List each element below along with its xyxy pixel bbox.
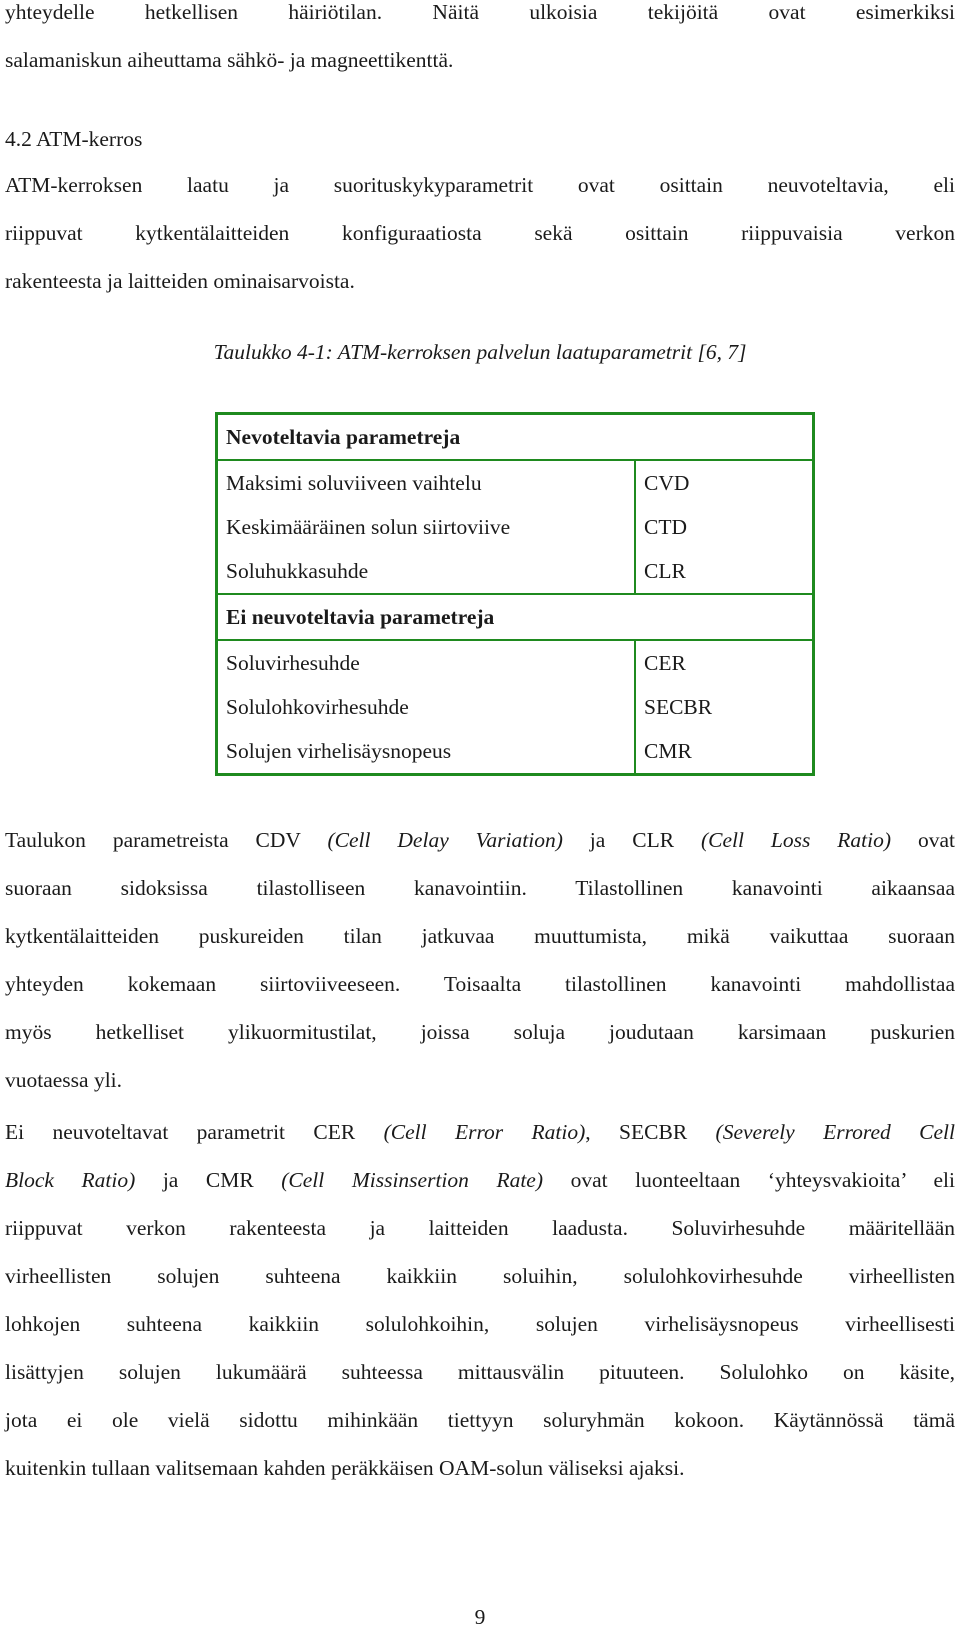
text-run-italic: (Cell Missinsertion Rate) (281, 1168, 544, 1192)
parameter-code: SECBR (635, 685, 814, 729)
text-run-italic: (Cell Loss Ratio) (701, 828, 892, 852)
section-paragraph (5, 161, 955, 305)
paragraph-non-negotiable (5, 1108, 955, 1492)
parameter-code: CVD (635, 460, 814, 505)
text-run: ja CLR (562, 828, 701, 852)
intro-line: yhteydelle hetkellisen häiriötilan. Näitä ulkoisia tekijöitä ovat esimerkiksi (5, 0, 955, 24)
parameter-code: CER (635, 640, 814, 685)
paragraph-line (5, 1108, 955, 1156)
parameter-name: Soluvirhesuhde (226, 650, 360, 675)
group-header-non-negotiable: Ei neuvoteltavia parametreja (217, 594, 814, 640)
table-group-header (217, 594, 814, 640)
paragraph-cdv-clr (5, 816, 955, 1104)
text-run: Ei neuvoteltavat parametrit CER (5, 1120, 384, 1144)
text-run: ovat (891, 828, 955, 852)
table-row (217, 685, 814, 729)
paragraph-line: riippuvat verkon rakenteesta ja laitteiden laadusta. Soluvirhesuhde määritellään (5, 1216, 955, 1240)
paragraph-line: virheellisten solujen suhteena kaikkiin soluihin, solulohkovirhesuhde virheellisten (5, 1264, 955, 1288)
table-row (217, 640, 814, 685)
table-row (217, 729, 814, 775)
parameter-code: CTD (635, 505, 814, 549)
table-row (217, 505, 814, 549)
parameter-name: Maksimi soluviiveen vaihtelu (226, 470, 482, 495)
parameter-name: Keskimääräinen solun siirtoviive (226, 514, 511, 539)
section-line: ATM-kerroksen laatu ja suorituskykyparametrit ovat osittain neuvoteltavia, eli (5, 173, 955, 197)
paragraph-line (5, 816, 955, 864)
table-row (217, 549, 814, 594)
page-number: 9 (474, 1605, 486, 1629)
parameter-name: Solujen virhelisäysnopeus (226, 738, 452, 763)
table-row (217, 460, 814, 505)
intro-paragraph (5, 0, 955, 84)
paragraph-line: kytkentälaitteiden puskureiden tilan jatkuvaa muuttumista, mikä vaikuttaa suoraan (5, 924, 955, 948)
parameter-name: Soluhukkasuhde (226, 558, 369, 583)
paragraph-line: suoraan sidoksissa tilastolliseen kanavointiin. Tilastollinen kanavointi aikaansaa (5, 876, 955, 900)
paragraph-line: lohkojen suhteena kaikkiin solulohkoihin, solujen virhelisäysnopeus virheellisesti (5, 1312, 955, 1336)
text-run: , SECBR (585, 1120, 716, 1144)
section-line: riippuvat kytkentälaitteiden konfiguraatiosta sekä osittain riippuvaisia verkon (5, 221, 955, 245)
text-run-italic: (Cell Error Ratio) (383, 1120, 586, 1144)
text-run: ovat luonteeltaan ‘yhteysvakioita’ eli (543, 1168, 955, 1192)
paragraph-line: lisättyjen solujen lukumäärä suhteessa mittausvälin pituuteen. Solulohko on käsite, (5, 1360, 955, 1384)
parameter-code: CMR (635, 729, 814, 775)
paragraph-line: myös hetkelliset ylikuormitustilat, joissa soluja joudutaan karsimaan puskurien (5, 1020, 955, 1044)
paragraph-line (5, 1156, 955, 1204)
table-caption: Taulukko 4-1: ATM-kerroksen palvelun laatuparametrit [6, 7] (213, 340, 747, 364)
parameter-code: CLR (635, 549, 814, 594)
group-header-negotiable: Nevoteltavia parametreja (217, 414, 814, 461)
table-group-header (217, 414, 814, 461)
section-heading: 4.2 ATM-kerros (5, 127, 143, 151)
paragraph-line: kuitenkin tullaan valitsemaan kahden peräkkäisen OAM-solun väliseksi ajaksi. (5, 1456, 685, 1480)
text-run-italic: (Cell Delay Variation) (327, 828, 563, 852)
section-line: rakenteesta ja laitteiden ominaisarvoista. (5, 269, 355, 293)
text-run: Taulukon parametreista CDV (5, 828, 328, 852)
qos-parameters-table (215, 412, 815, 776)
parameter-name: Solulohkovirhesuhde (226, 694, 409, 719)
intro-line: salamaniskun aiheuttama sähkö- ja magneettikenttä. (5, 48, 454, 72)
text-run-italic: Block Ratio) (5, 1168, 136, 1192)
paragraph-line: jota ei ole vielä sidottu mihinkään tiettyyn soluryhmän kokoon. Käytännössä tämä (5, 1408, 955, 1432)
paragraph-line: yhteyden kokemaan siirtoviiveeseen. Toisaalta tilastollinen kanavointi mahdollistaa (5, 972, 955, 996)
text-run: ja CMR (135, 1168, 282, 1192)
text-run-italic: (Severely Errored Cell (715, 1120, 955, 1144)
paragraph-line: vuotaessa yli. (5, 1068, 123, 1092)
